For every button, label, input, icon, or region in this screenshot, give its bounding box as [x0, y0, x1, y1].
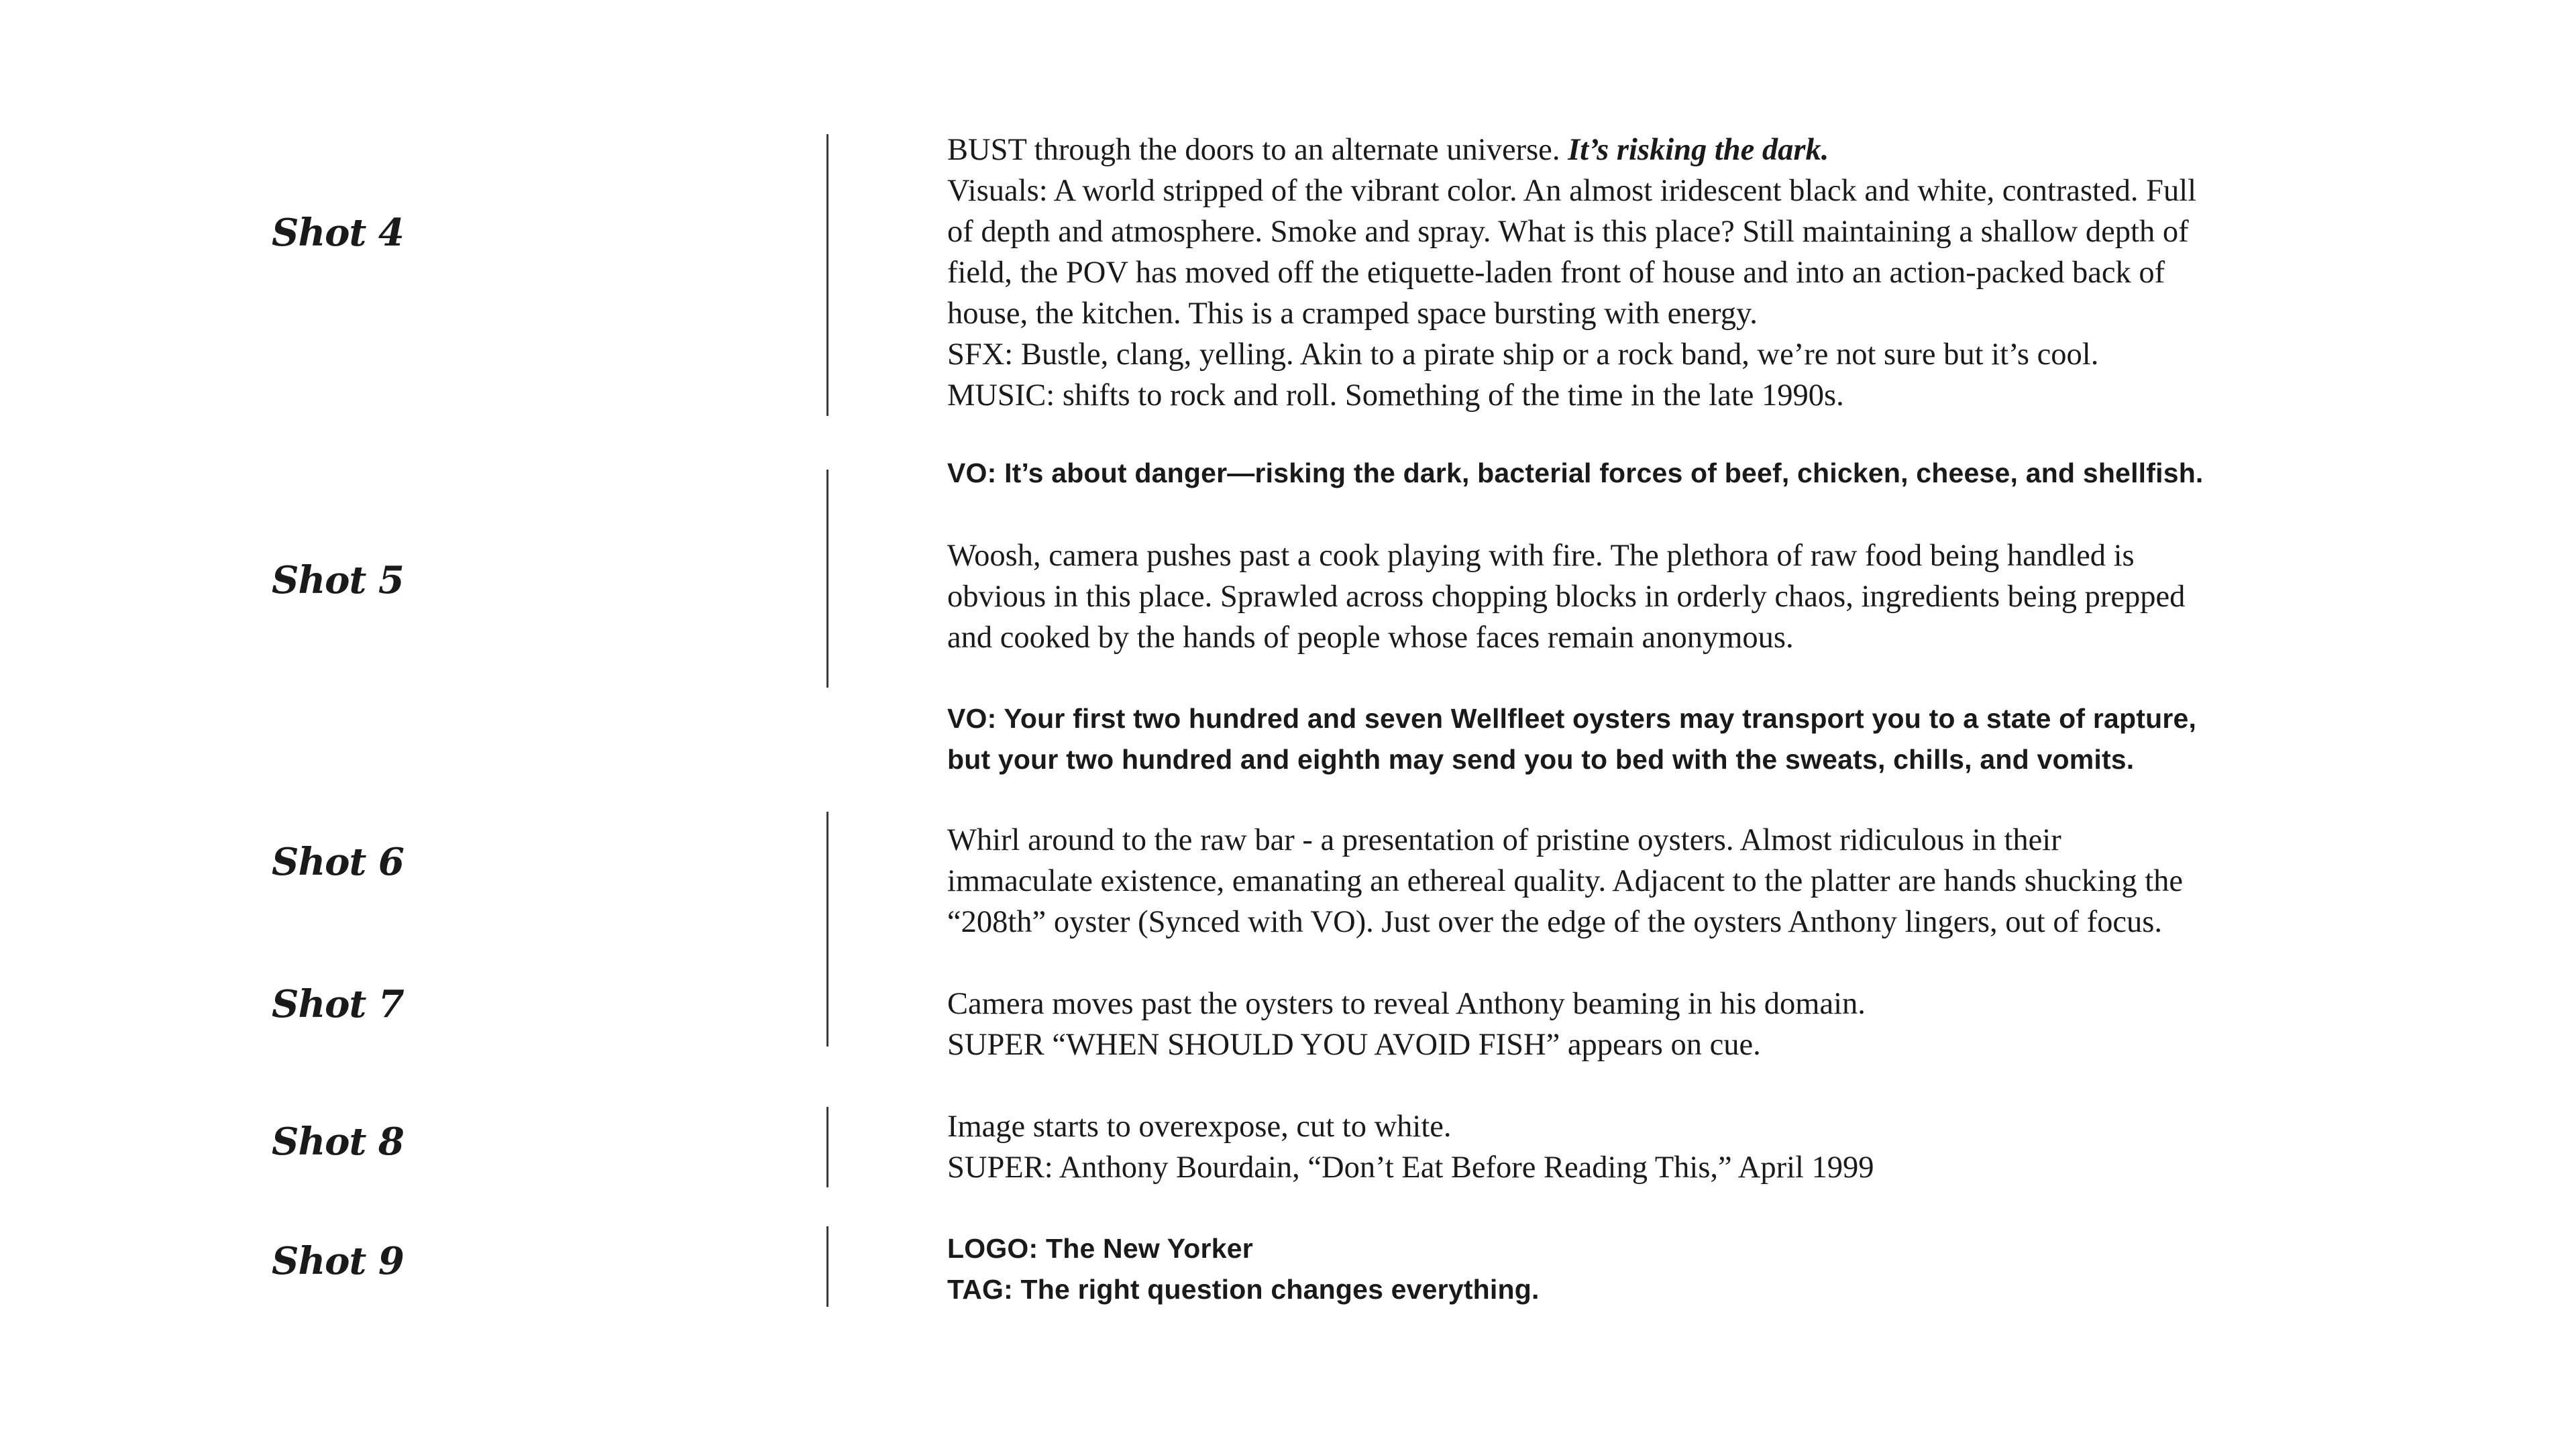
shot-5-description	[947, 535, 2195, 658]
shot-8-line: Image starts to overexpose, cut to white.	[947, 1110, 1452, 1144]
shot-6-label: Shot 6	[272, 840, 404, 884]
shot-6-description	[947, 820, 2195, 943]
shot-6-line: immaculate existence, emanating an ethereal quality. Adjacent to the platter are hands shucking the	[947, 864, 2184, 898]
shot-9-logo-line: LOGO: The New Yorker	[947, 1233, 1253, 1264]
vo-2-line: but your two hundred and eighth may send you to bed with the sweats, chills, and vomits.	[947, 744, 2135, 775]
shot-4-line: of depth and atmosphere. Smoke and spray. What is this place? Still maintaining a shallow depth of	[947, 215, 2189, 249]
shot-8-divider	[826, 1107, 828, 1187]
shot-5-line: obvious in this place. Sprawled across chopping blocks in orderly chaos, ingredients being prepped	[947, 580, 2186, 614]
shot-5-label: Shot 5	[272, 558, 404, 602]
shot-7-description	[947, 983, 2195, 1065]
shot-5-divider	[826, 470, 828, 688]
shot-4-line: Visuals: A world stripped of the vibrant color. An almost iridescent black and white, contrasted. Full	[947, 174, 2197, 208]
shot-9-label: Shot 9	[272, 1239, 404, 1283]
shot-8-line: SUPER: Anthony Bourdain, “Don’t Eat Before Reading This,” April 1999	[947, 1150, 1874, 1185]
vo-2-line: VO: Your first two hundred and seven Wellfleet oysters may transport you to a state of rapture,	[947, 703, 2197, 734]
shot-8-description	[947, 1106, 2195, 1188]
shot-4-line-1: BUST through the doors to an alternate universe. It’s risking the dark.	[947, 133, 1829, 167]
shot-7-line: Camera moves past the oysters to reveal Anthony beaming in his domain.	[947, 987, 1866, 1021]
shot-9-description	[947, 1228, 2195, 1310]
tagline-emphasis: It’s risking the dark.	[1568, 133, 1829, 167]
shot-4-line: SFX: Bustle, clang, yelling. Akin to a pirate ship or a rock band, we’re not sure but it’s cool.	[947, 337, 2099, 372]
shot-6-line: Whirl around to the raw bar - a presentation of pristine oysters. Almost ridiculous in their	[947, 823, 2061, 857]
shot-6-line: “208th” oyster (Synced with VO). Just over the edge of the oysters Anthony lingers, out of focus.	[947, 905, 2163, 939]
shot-9-tag-line: TAG: The right question changes everything.	[947, 1274, 1540, 1305]
vo-1	[947, 453, 2204, 494]
shot-4-line: MUSIC: shifts to rock and roll. Something of the time in the late 1990s.	[947, 378, 1844, 413]
shot-4-divider	[826, 134, 828, 416]
shot-8-label: Shot 8	[272, 1120, 404, 1164]
shot-4-label: Shot 4	[272, 211, 404, 255]
shot-7-label: Shot 7	[272, 982, 404, 1026]
shot-5-line: Woosh, camera pushes past a cook playing with fire. The plethora of raw food being handled is	[947, 539, 2135, 573]
vo-2	[947, 698, 2195, 780]
shot-4-description	[947, 129, 2195, 416]
shot-5-line: and cooked by the hands of people whose faces remain anonymous.	[947, 621, 1794, 655]
shot-7-line: SUPER “WHEN SHOULD YOU AVOID FISH” appears on cue.	[947, 1028, 1761, 1062]
shot-9-divider	[826, 1226, 828, 1307]
shot-6-7-divider	[826, 812, 828, 1046]
shot-4-line: field, the POV has moved off the etiquette-laden front of house and into an action-packed back of	[947, 256, 2165, 290]
vo-1-line: VO: It’s about danger—risking the dark, bacterial forces of beef, chicken, cheese, and shellfish.	[947, 458, 2204, 488]
shot-4-line: house, the kitchen. This is a cramped space bursting with energy.	[947, 297, 1758, 331]
